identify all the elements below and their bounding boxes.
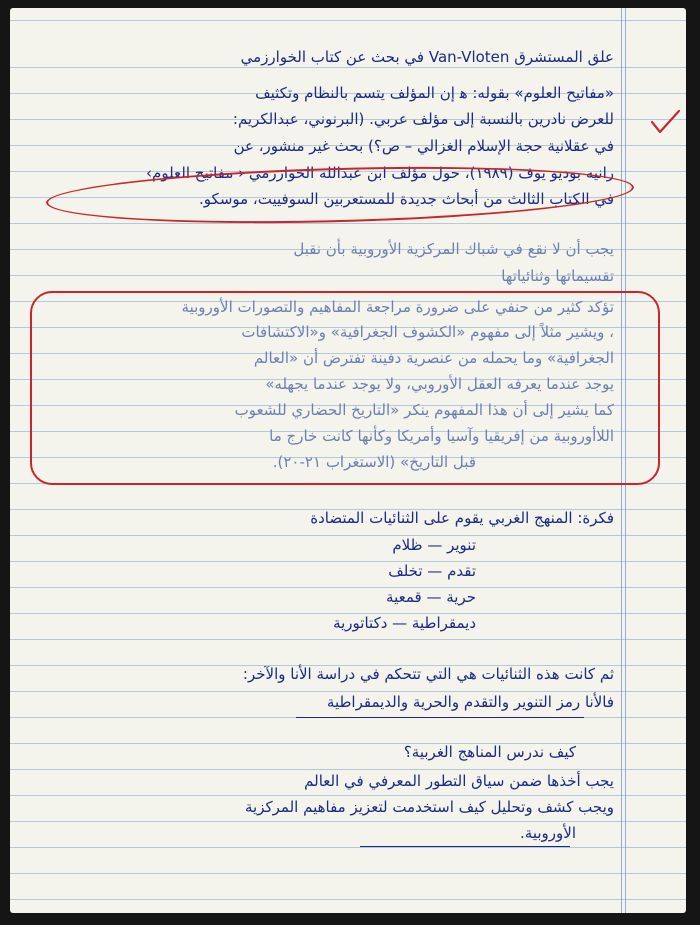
line-3: للعرض نادرين بالنسبة إلى مؤلف عربي. (البرنوني، عبدالكريم: [232,110,614,128]
line-4: في عقلانية حجة الإسلام الغزالي – ص؟) بحث غير منشور، عن [233,137,614,155]
line-26: الأوروبية. [520,824,576,842]
line-10: ، ويشير مثلاً إلى مفهوم «الكشوف الجغرافية» و«الاكتشافات [241,323,614,341]
line-6: في الكتاب الثالث من أبحاث جديدة للمستعربين السوفييت، موسكو. [199,190,614,208]
line-14: اللاأوروبية من إفريقيا وآسيا وأمريكا وكأنها كانت خارج ما [269,427,614,445]
red-check-mark-icon [650,108,680,138]
line-5: رانيه بوديو يوف (١٩٨٩)، حول مؤلف ابن عبدالله الخوارزمي ‹ مفاتيح العلوم› [146,164,614,182]
pair-1: تنوير — ظلام [392,536,476,554]
line-8: تقسيماتها وثنائياتها [501,267,614,285]
line-1: علق المستشرق Van-Vloten في بحث عن كتاب الخوارزمي [240,48,614,66]
line-22: فالأنا رمز التنوير والتقدم والحرية والديمقراطية [326,693,614,711]
line-21: ثم كانت هذه الثنائيات هي التي تتحكم في دراسة الأنا والآخر: [242,665,614,683]
line-25: ويجب كشف وتحليل كيف استخدمت لتعزيز مفاهيم المركزية [245,798,614,816]
pair-4: ديمقراطية — دكتاتورية [333,614,476,632]
underline [296,717,584,718]
pair-2: تقدم — تخلف [388,562,476,580]
line-11: الجغرافية» وما يحمله من عنصرية دفينة تفترض أن «العالم [253,349,614,367]
pair-3: حرية — قمعية [386,588,476,606]
line-7: يجب أن لا نقع في شباك المركزية الأوروبية بأن نقبل [293,240,614,258]
underline [360,846,570,847]
line-23: كيف ندرس المناهج الغربية؟ [403,743,576,761]
line-16: فكرة: المنهج الغربي يقوم على الثنائيات المتضادة [310,509,614,527]
line-2: «مفاتيح العلوم» بقوله: ﻫ إن المؤلف يتسم بالنظام وتكثيف [255,84,614,102]
line-24: يجب أخذها ضمن سياق التطور المعرفي في العالم [304,772,614,790]
line-13: كما يشير إلى أن هذا المفهوم ينكر «التاريخ الحضاري للشعوب [234,401,614,419]
red-ellipse-annotation [45,160,634,229]
line-9: تؤكد كثير من حنفي على ضرورة مراجعة المفاهيم والتصورات الأوروبية [181,298,614,316]
line-15: قبل التاريخ» (الاستغراب ٢١-٢٠). [272,453,476,471]
notebook-page [10,8,686,913]
red-box-annotation [30,291,660,485]
line-12: يوجد عندما يعرفه العقل الأوروبي، ولا يوجد عندما يجهله» [265,375,614,393]
